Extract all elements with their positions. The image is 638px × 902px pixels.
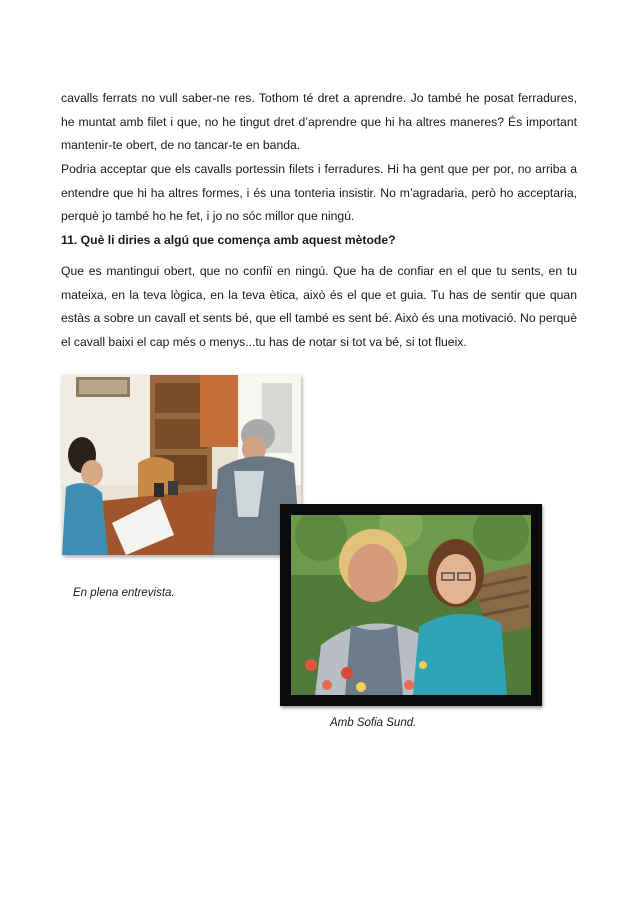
paragraph-3-text: Que es mantingui obert, que no confiï en ningú. Que ha de confiar en el que tu sents, en tu mateixa, en la teva lògica, en la teva ètica, això és el que et guia. Tu has de sentir que quan estàs a sobre un cavall et sents bé, que ell també es sent bé. Això és una motivació. No perquè el cavall baixi el cap més o menys...tu has de notar si tot va bé, si tot flueix. [61,264,577,349]
interview-photo-image [62,375,301,555]
interview-caption: En plena entrevista. [73,587,175,599]
portrait-caption: Amb Sofia Sund. [330,717,417,729]
portrait-photo-image [291,515,531,695]
body-paragraph-3 [61,260,577,354]
question-11-heading: 11. Què li diries a algú que comença amb aquest mètode? [61,233,396,247]
body-paragraph-2 [61,158,577,229]
interview-photo [62,375,301,555]
paragraph-1-text: cavalls ferrats no vull saber-ne res. Tothom té dret a aprendre. Jo també he posat ferradures, he muntat amb filet i que, no he tingut dret d’aprendre que hi ha altres maneres? És important mantenir-te obert, de no tancar-te en banda. [61,91,577,152]
portrait-photo-frame [280,504,542,706]
body-paragraph-1 [61,87,577,158]
portrait-photo [291,515,531,695]
paragraph-2-text: Podria acceptar que els cavalls portessin filets i ferradures. Hi ha gent que per por, no arriba a entendre que hi ha altres formes, i és una tonteria insistir. No m’agradaria, però ho acceptaria, perquè jo també ho he fet, i jo no sóc millor que ningú. [61,162,577,223]
